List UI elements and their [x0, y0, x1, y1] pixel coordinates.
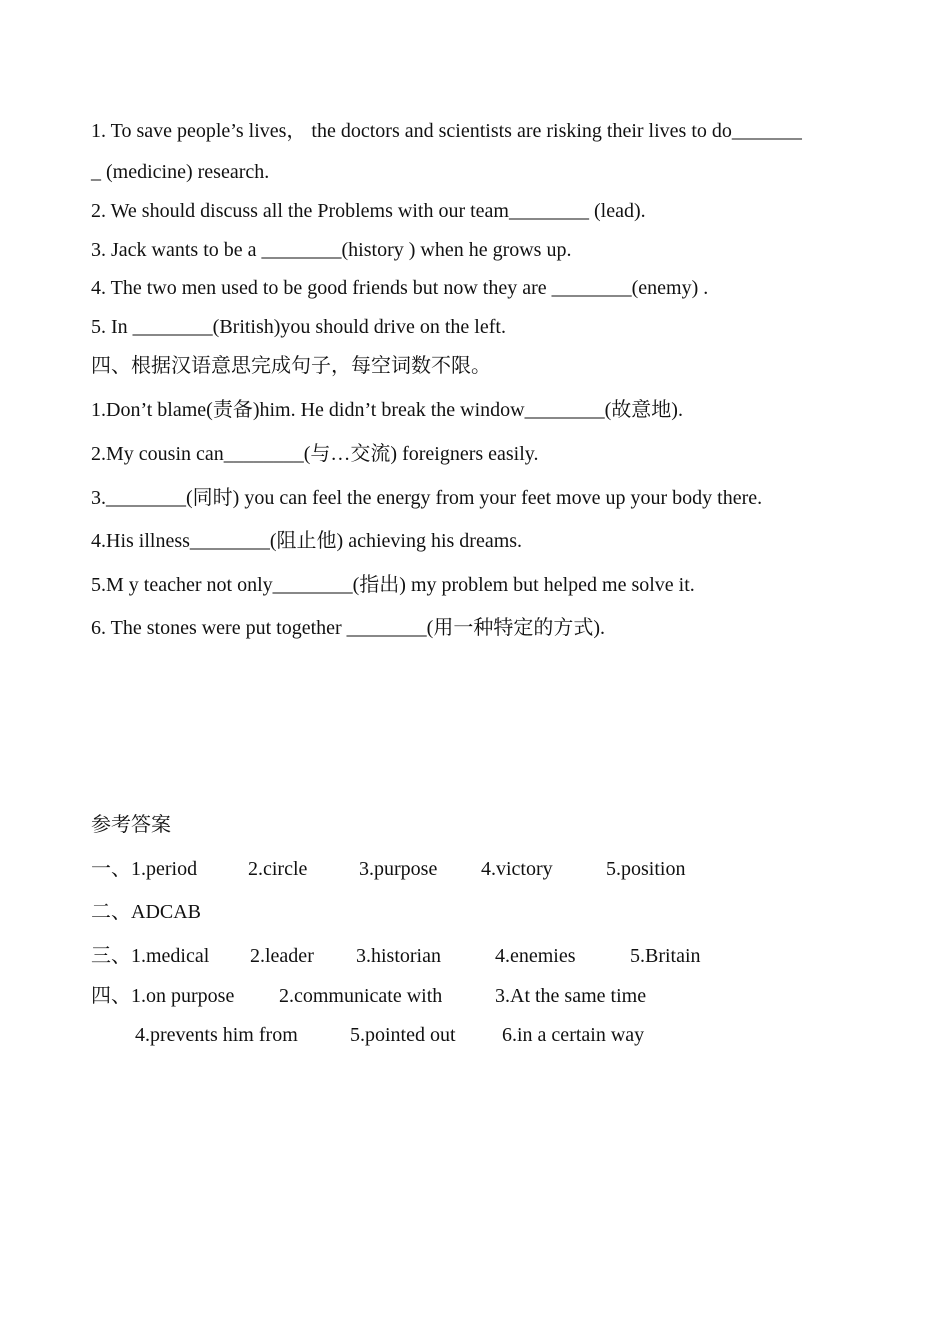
answer-part-2-prefix: 二、	[91, 901, 131, 923]
answer-part-4-item-1: 1.on purpose	[131, 985, 235, 1007]
exercise-4-item-3: 3.________(同时) you can feel the energy from your feet move up your body there.	[91, 487, 763, 509]
exercise-3-item-2: 2. We should discuss all the Problems with our team________ (lead).	[91, 200, 646, 222]
answer-key-heading: 参考答案	[91, 814, 171, 836]
answer-part-4-item-3: 3.At the same time	[495, 985, 647, 1007]
answer-part-1-item-2: 2.circle	[248, 858, 308, 880]
answer-part-1-item-5: 5.position	[606, 858, 686, 880]
answer-part-3-item-4: 4.enemies	[495, 945, 576, 967]
exercise-3-item-1-line-1: 1. To save people’s lives， the doctors and scientists are risking their lives to do_______	[91, 120, 802, 142]
answer-row-part-1	[91, 857, 685, 881]
answer-part-1-prefix: 一、	[91, 858, 131, 880]
answer-part-3-item-2: 2.leader	[250, 945, 314, 967]
answer-part-3-prefix: 三、	[91, 945, 131, 967]
answer-part-1-item-1: 1.period	[131, 858, 198, 880]
answer-row-part-4-continued	[135, 1023, 644, 1047]
exercise-4-item-2: 2.My cousin can________(与…交流) foreigners easily.	[91, 443, 539, 465]
exercise-4-item-4: 4.His illness________(阻止他) achieving his dreams.	[91, 530, 523, 552]
answer-part-4-item-6: 6.in a certain way	[502, 1024, 645, 1046]
answer-part-4-item-2: 2.communicate with	[279, 985, 443, 1007]
exercise-4-item-1: 1.Don’t blame(责备)him. He didn’t break the window________(故意地).	[91, 399, 683, 421]
exercise-3-item-3: 3. Jack wants to be a ________(history ) when he grows up.	[91, 239, 572, 261]
answer-row-part-3	[91, 944, 701, 968]
answer-part-2-item-1: ADCAB	[131, 901, 202, 923]
exercise-3-item-5: 5. In ________(British)you should drive on the left.	[91, 316, 506, 338]
answer-part-4-item-4: 4.prevents him from	[135, 1024, 298, 1046]
answer-part-1-item-3: 3.purpose	[359, 858, 438, 880]
exercise-3-item-4: 4. The two men used to be good friends but now they are ________(enemy) .	[91, 277, 709, 299]
answer-part-4-prefix: 四、	[91, 985, 131, 1007]
answer-part-4-item-5: 5.pointed out	[350, 1024, 456, 1046]
exercise-3-item-1-line-2: _ (medicine) research.	[91, 161, 270, 183]
answer-row-part-2	[91, 900, 201, 924]
answer-part-3-item-5: 5.Britain	[630, 945, 701, 967]
answer-part-3-item-3: 3.historian	[356, 945, 441, 967]
answer-row-part-4	[91, 984, 646, 1008]
exercise-4-item-6: 6. The stones were put together ________(用一种特定的方式).	[91, 617, 605, 639]
answer-part-3-item-1: 1.medical	[131, 945, 210, 967]
exercise-4-item-5: 5.M y teacher not only________(指出) my problem but helped me solve it.	[91, 574, 695, 596]
answer-part-1-item-4: 4.victory	[481, 858, 553, 880]
section-4-heading: 四、根据汉语意思完成句子，每空词数不限。	[91, 355, 491, 377]
